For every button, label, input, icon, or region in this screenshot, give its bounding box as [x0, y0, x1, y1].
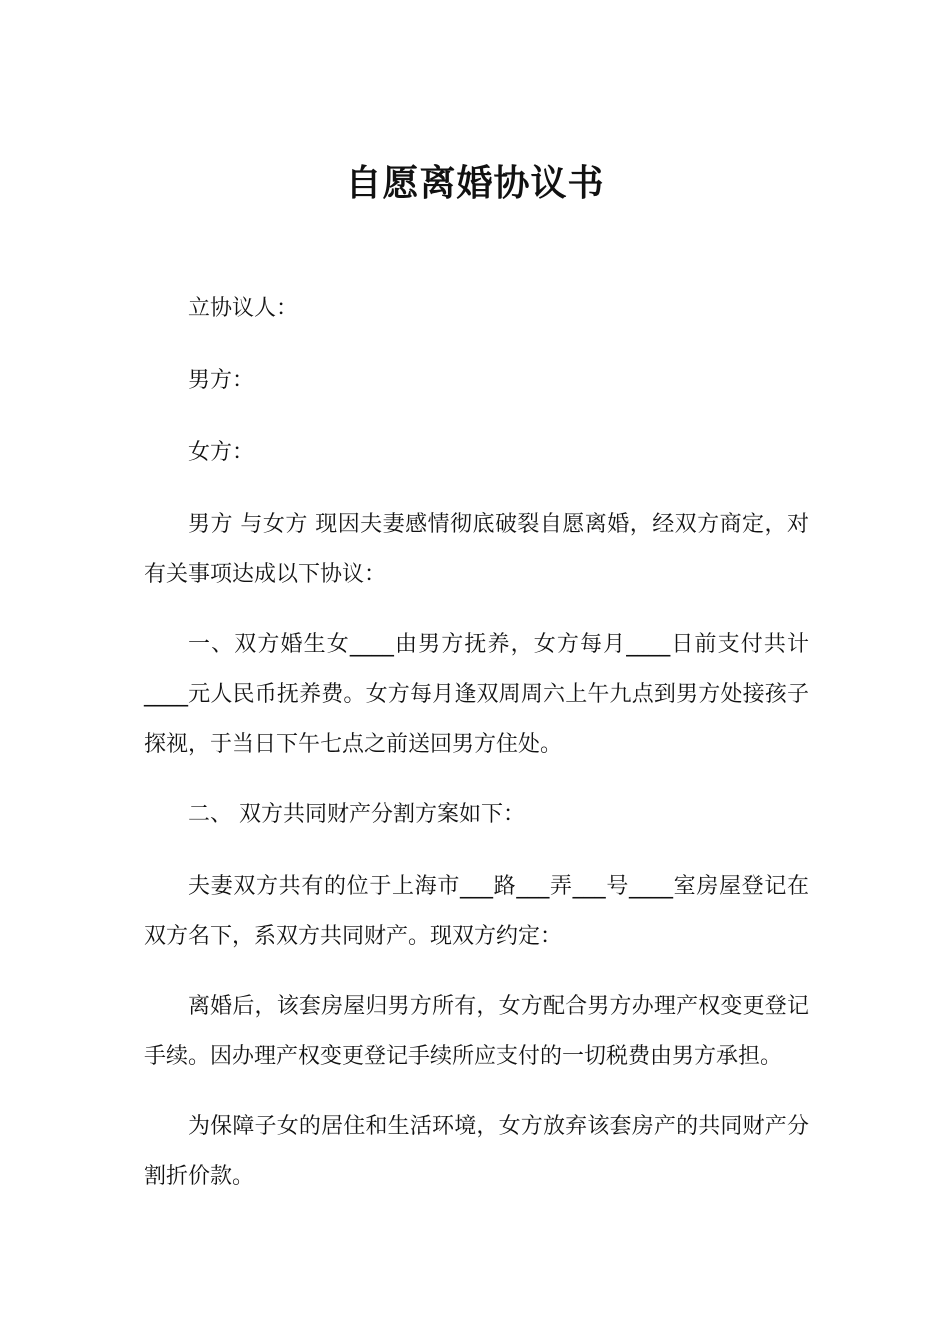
paragraph-preamble: 男方 与女方 现因夫妻感情彻底破裂自愿离婚，经双方商定，对有关事项达成以下协议：	[144, 512, 809, 587]
document-title: 自愿离婚协议书	[345, 163, 605, 204]
paragraph-property-waiver: 为保障子女的居住和生活环境，女方放弃该套房产的共同财产分割折价款。	[144, 1114, 809, 1189]
paragraph-husband: 男方：	[188, 368, 255, 393]
paragraph-wife: 女方：	[188, 440, 255, 465]
paragraph-clause-2-heading: 二、 双方共同财产分割方案如下：	[188, 802, 525, 827]
paragraph-property-description: 夫妻双方共有的位于上海市___路___弄___号____室房屋登记在双方名下，系双方共同财产。现双方约定：	[144, 874, 809, 949]
paragraph-clause-1-custody: 一、双方婚生女____由男方抚养，女方每月____日前支付共计____元人民币抚养费。女方每月逢双周周六上午九点到男方处接孩子探视，于当日下午七点之前送回男方住处。	[144, 632, 809, 757]
document-body	[144, 284, 809, 1202]
paragraph-property-ownership: 离婚后，该套房屋归男方所有，女方配合男方办理产权变更登记手续。因办理产权变更登记手续所应支付的一切税费由男方承担。	[144, 994, 809, 1069]
paragraph-parties: 立协议人：	[188, 296, 299, 321]
